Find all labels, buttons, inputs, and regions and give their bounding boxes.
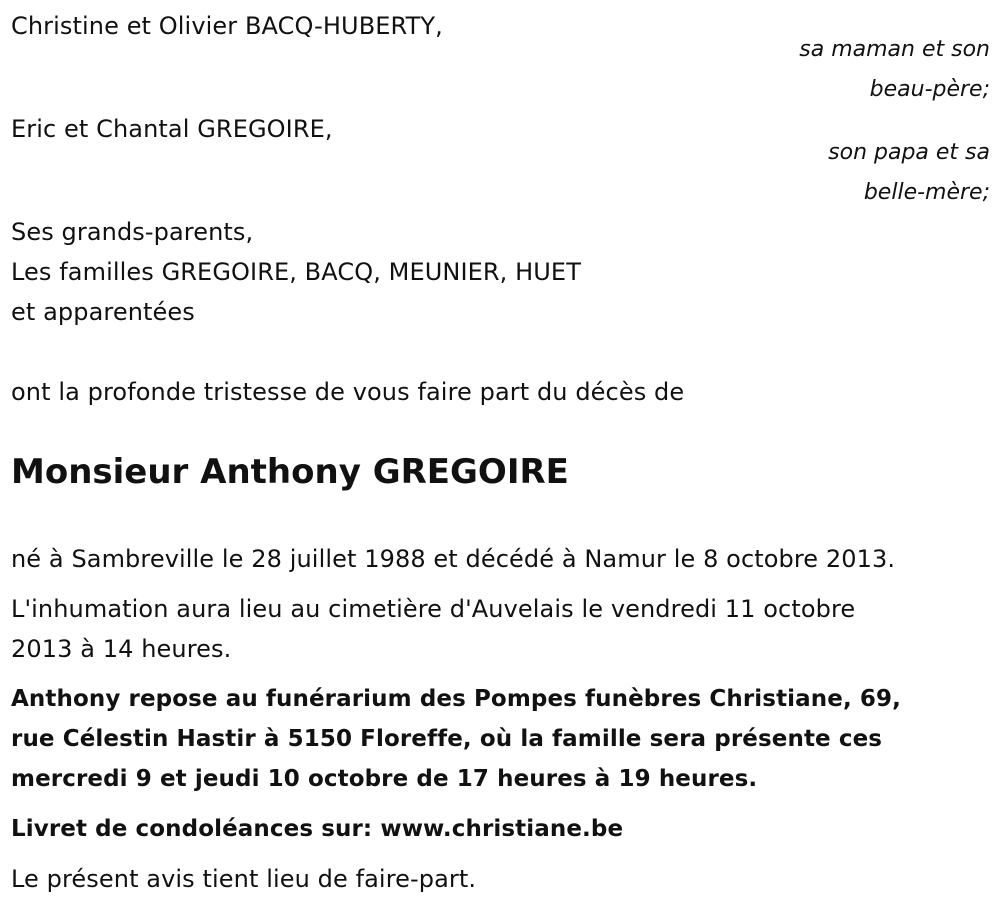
father-relation-line-2: belle-mère; <box>863 180 990 205</box>
mother-relation-line-1: sa maman et son <box>799 37 990 62</box>
birth-death-details: né à Sambreville le 28 juillet 1988 et décédé à Namur le 8 octobre 2013. <box>11 545 896 573</box>
mother-relation-line-2: beau-père; <box>869 77 990 102</box>
related-families: et apparentées <box>11 298 195 326</box>
father-relation-line-1: son papa et sa <box>828 140 990 165</box>
mother-couple: Christine et Olivier BACQ-HUBERTY, <box>11 12 443 40</box>
condolences-link-line[interactable]: Livret de condoléances sur: www.christiane.be <box>11 816 624 842</box>
father-couple: Eric et Chantal GREGOIRE, <box>11 115 333 143</box>
funerarium-details-line-2: rue Célestin Hastir à 5150 Floreffe, où la famille sera présente ces <box>11 726 883 752</box>
funerarium-details-line-3: mercredi 9 et jeudi 10 octobre de 17 heures à 19 heures. <box>11 766 758 792</box>
funerarium-details-line-1: Anthony repose au funérarium des Pompes funèbres Christiane, 69, <box>11 686 901 712</box>
announcement-text: ont la profonde tristesse de vous faire part du décès de <box>11 378 685 406</box>
grandparents: Ses grands-parents, <box>11 218 254 246</box>
notice-text: Le présent avis tient lieu de faire-part. <box>11 865 477 893</box>
burial-details-line-2: 2013 à 14 heures. <box>11 635 232 663</box>
burial-details-line-1: L'inhumation aura lieu au cimetière d'Auvelais le vendredi 11 octobre <box>11 595 856 623</box>
families-list: Les familles GREGOIRE, BACQ, MEUNIER, HUET <box>11 258 581 286</box>
deceased-name: Monsieur Anthony GREGOIRE <box>11 452 569 492</box>
